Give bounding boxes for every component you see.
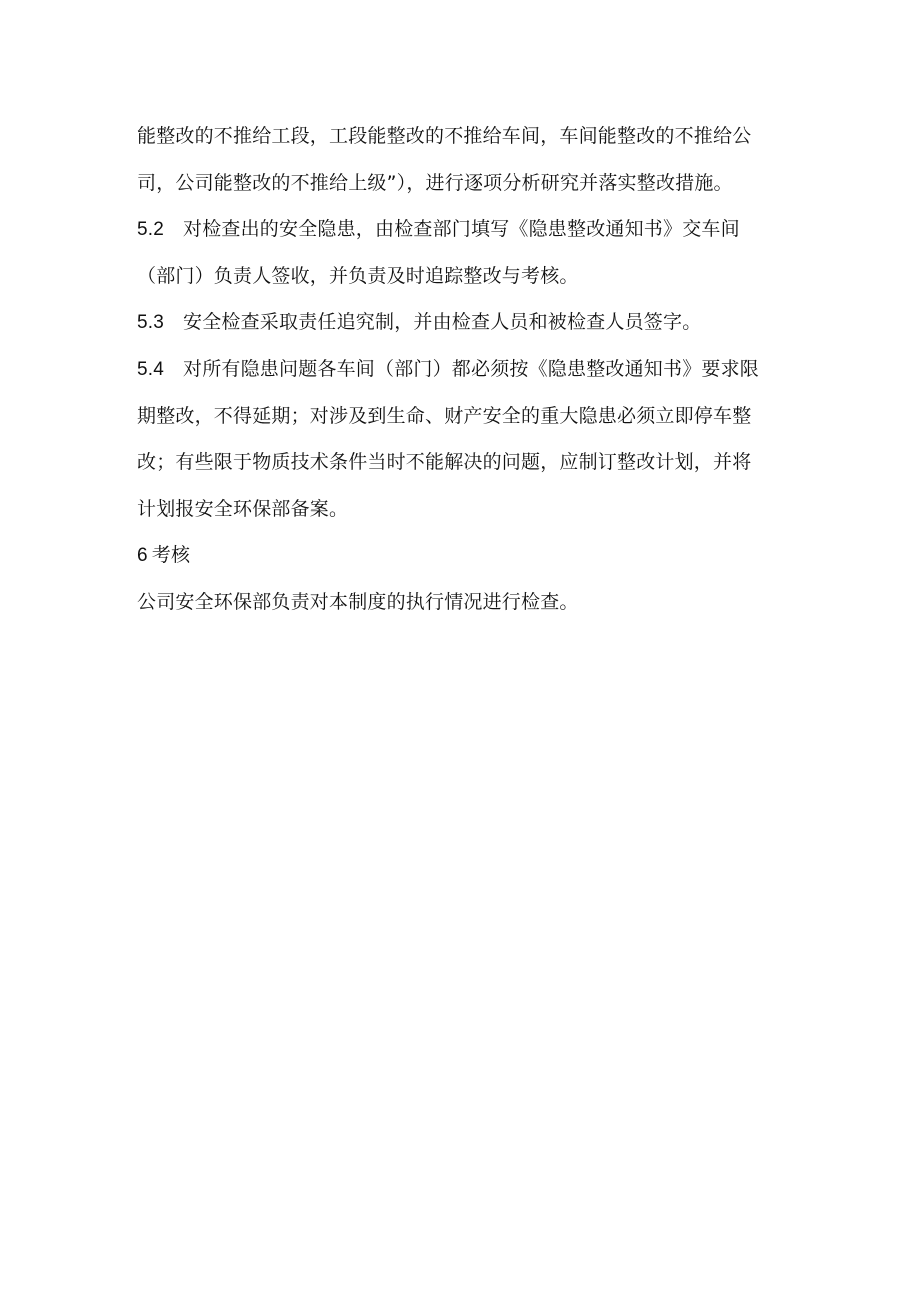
section-title: 考核 xyxy=(151,544,191,567)
clause-text: 安全检查采取责任追究制，并由检查人员和被检查人员签字。 xyxy=(183,311,702,334)
clause-5-3-line xyxy=(137,299,787,346)
paragraph-line: 期整改，不得延期；对涉及到生命、财产安全的重大隐患必须立即停车整 xyxy=(137,404,752,427)
section-heading xyxy=(137,532,787,579)
section-body: 公司安全环保部负责对本制度的执行情况进行检查。 xyxy=(137,590,579,613)
paragraph-line: 计划报安全环保部备案。 xyxy=(137,497,349,520)
clause-5-2-line xyxy=(137,206,787,253)
section-number: 6 xyxy=(137,545,148,567)
clause-5-4-line xyxy=(137,346,787,393)
paragraph-line: （部门）负责人签收，并负责及时追踪整改与考核。 xyxy=(137,264,579,287)
paragraph-line: 改；有些限于物质技术条件当时不能解决的问题，应制订整改计划，并将 xyxy=(137,451,752,474)
clause-number: 5.4 xyxy=(137,358,165,380)
clause-number: 5.3 xyxy=(137,312,165,334)
paragraph-line: 能整改的不推给工段，工段能整改的不推给车间，车间能整改的不推给公 xyxy=(137,125,752,147)
clause-number: 5.2 xyxy=(137,219,165,241)
document-body xyxy=(137,113,787,626)
clause-text: 对检查出的安全隐患，由检查部门填写《隐患整改通知书》交车间 xyxy=(183,218,740,241)
clause-text: 对所有隐患问题各车间（部门）都必须按《隐患整改通知书》要求限 xyxy=(183,357,760,380)
paragraph-line: 司，公司能整改的不推给上级”），进行逐项分析研究并落实整改措施。 xyxy=(137,171,733,194)
